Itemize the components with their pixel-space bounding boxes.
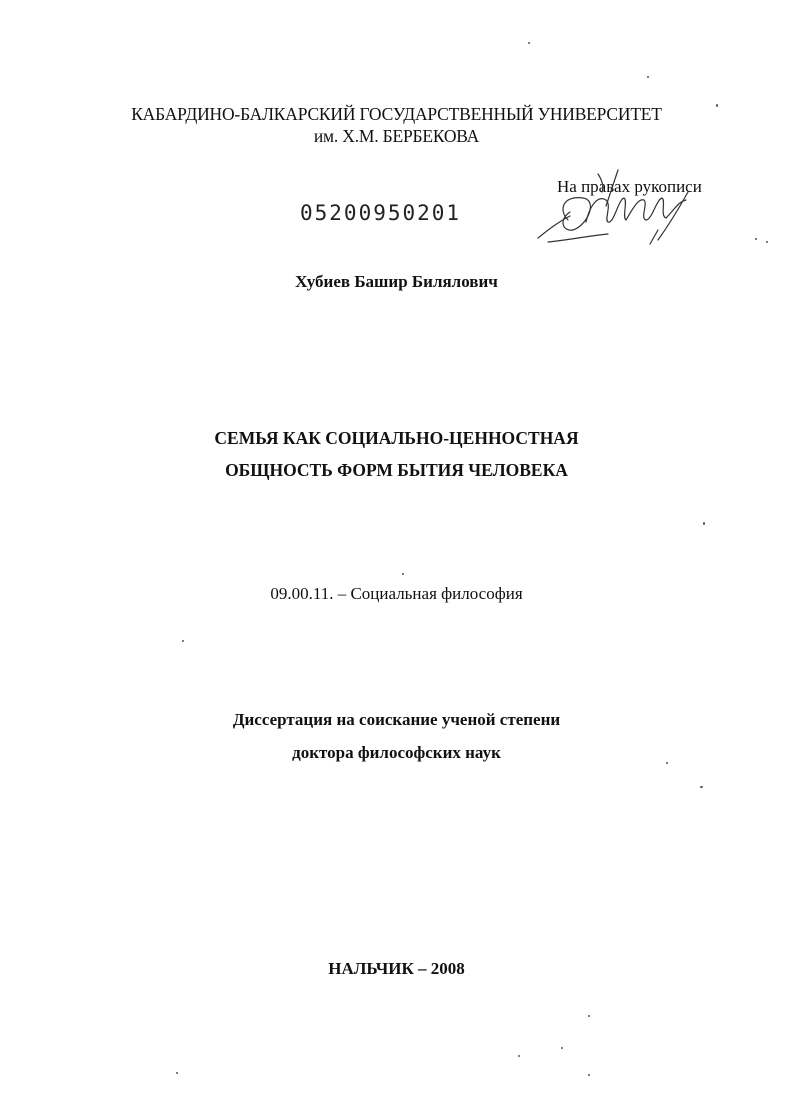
handwritten-signature <box>528 160 708 250</box>
scan-speck <box>588 1015 590 1017</box>
scan-speck <box>766 241 768 243</box>
university-named-after: им. Х.М. БЕРБЕКОВА <box>313 126 480 146</box>
scan-speck <box>402 573 404 575</box>
manuscript-note: На правах рукописи <box>557 177 702 196</box>
scan-speck <box>755 238 757 240</box>
scan-speck <box>700 786 703 788</box>
registration-number: 05200950201 <box>300 201 462 225</box>
scan-speck <box>588 1074 590 1076</box>
degree-statement-line1: Диссертация на соискание ученой степени <box>232 710 561 729</box>
scan-speck <box>528 42 530 44</box>
scan-speck <box>518 1055 520 1057</box>
specialty-code: 09.00.11. – Социальная философия <box>270 584 523 603</box>
scan-speck <box>666 762 668 764</box>
university-name: КАБАРДИНО-БАЛКАРСКИЙ ГОСУДАРСТВЕННЫЙ УНИВЕРСИТЕТ <box>131 104 662 124</box>
scan-speck <box>716 104 718 107</box>
degree-statement-line2: доктора философских наук <box>292 743 501 762</box>
dissertation-title-line1: СЕМЬЯ КАК СОЦИАЛЬНО-ЦЕННОСТНАЯ <box>214 428 579 448</box>
scan-speck <box>176 1072 178 1074</box>
city-year: НАЛЬЧИК – 2008 <box>328 959 465 978</box>
author-name: Хубиев Башир Билялович <box>295 272 498 291</box>
dissertation-title-line2: ОБЩНОСТЬ ФОРМ БЫТИЯ ЧЕЛОВЕКА <box>225 460 568 480</box>
scan-speck <box>561 1047 563 1049</box>
scan-speck <box>182 640 184 642</box>
scan-speck <box>703 522 705 525</box>
scan-speck <box>647 76 649 78</box>
